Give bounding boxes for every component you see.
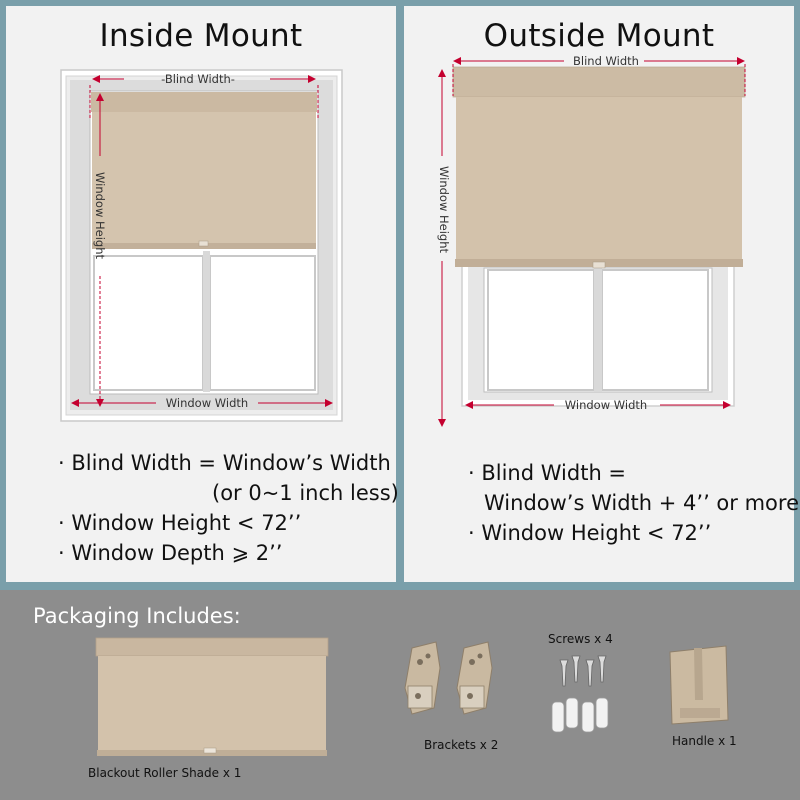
window-mullion xyxy=(203,251,210,392)
inside-spec-window-height: · Window Height < 72’’ xyxy=(58,511,302,535)
window-pane-right xyxy=(602,270,708,390)
shade-fabric xyxy=(456,97,742,260)
shade-handle xyxy=(199,241,208,246)
inside-spec-blind-width: · Blind Width = Window’s Width xyxy=(58,451,391,475)
shade-fabric xyxy=(92,112,316,244)
outside-mount-title: Outside Mount xyxy=(483,18,715,54)
shade-handle xyxy=(593,262,605,268)
inside-blind-width-label: -Blind Width- xyxy=(161,72,235,86)
window-pane-left xyxy=(488,270,594,390)
outside-spec-blind-width-value: Window’s Width + 4’’ or more xyxy=(484,491,799,515)
inside-spec-blind-width-note: (or 0~1 inch less) xyxy=(212,481,399,505)
window-pane-left xyxy=(94,256,203,390)
shade-cassette xyxy=(91,92,317,112)
shade-caption: Blackout Roller Shade x 1 xyxy=(88,766,242,780)
packaging-section xyxy=(0,590,800,800)
window-mullion xyxy=(594,268,602,392)
outside-mount-panel xyxy=(404,6,799,582)
packaging-title: Packaging Includes: xyxy=(33,604,241,628)
screw-icon xyxy=(552,656,608,732)
inside-spec-window-depth: · Window Depth ⩾ 2’’ xyxy=(58,541,283,565)
outside-blind-width-label: Blind Width xyxy=(573,54,639,68)
brackets-caption: Brackets x 2 xyxy=(424,738,499,752)
bracket-icon xyxy=(405,642,492,714)
outside-window-height-label: Window Height xyxy=(437,166,451,254)
handle-icon xyxy=(670,646,728,724)
window-pane-right xyxy=(210,256,315,390)
roller-shade-icon xyxy=(96,638,328,756)
outside-spec-blind-width: · Blind Width = xyxy=(468,461,627,485)
inside-mount-panel xyxy=(6,6,399,582)
inside-window-width-label: Window Width xyxy=(165,396,249,410)
inside-mount-title: Inside Mount xyxy=(99,18,303,54)
screws-caption: Screws x 4 xyxy=(548,632,613,646)
shade-cassette xyxy=(453,67,745,97)
inside-window-height-label: Window Height xyxy=(93,172,107,260)
handle-caption: Handle x 1 xyxy=(672,734,737,748)
outside-window-width-label: Window Width xyxy=(564,398,648,412)
outside-spec-window-height: · Window Height < 72’’ xyxy=(468,521,712,545)
